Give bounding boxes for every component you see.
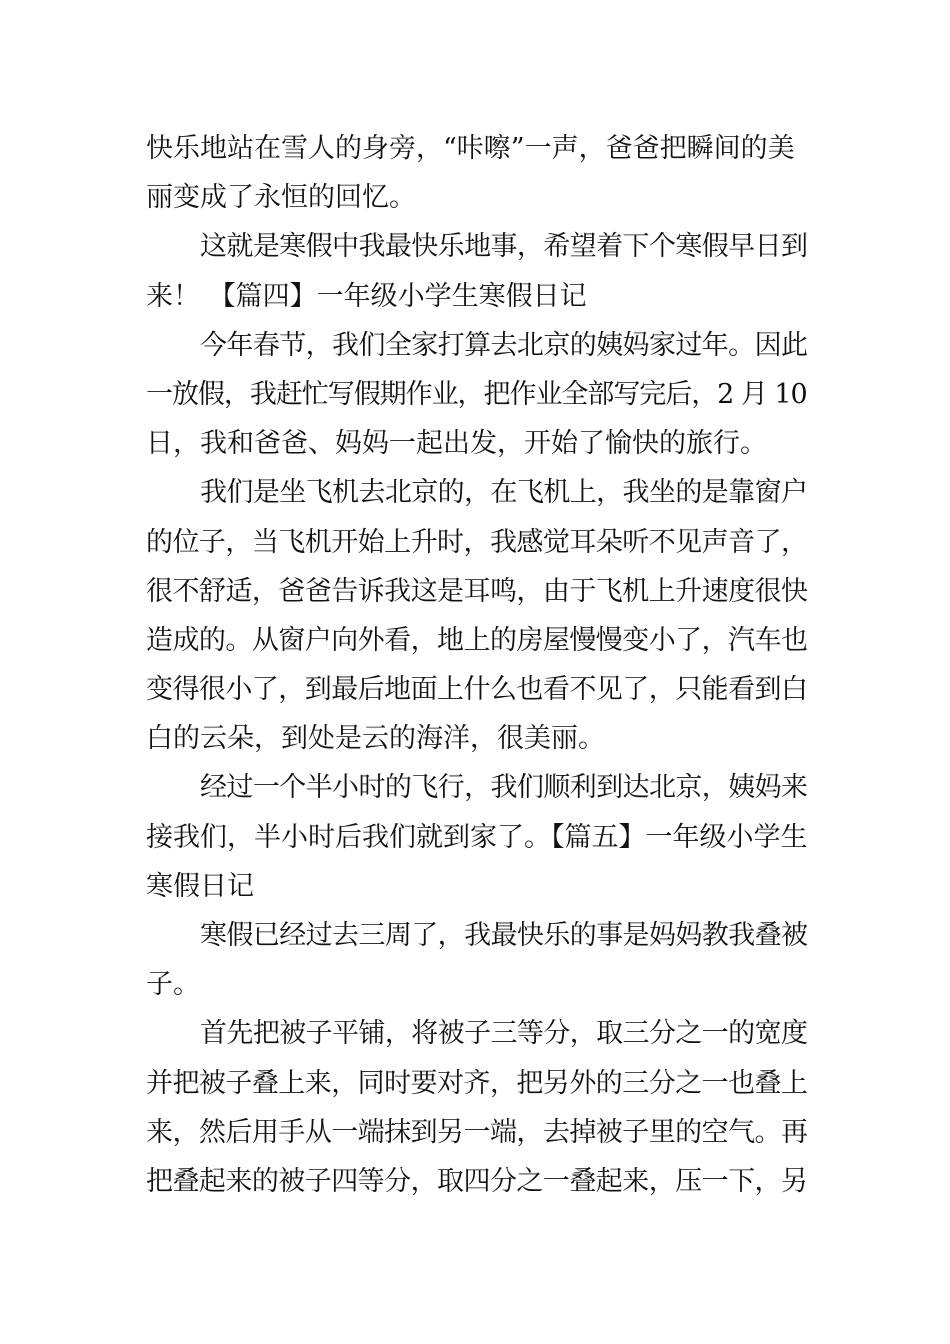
text-line: 寒假已经过去三周了，我最快乐的事是妈妈教我叠被 [200, 920, 808, 951]
document-body [146, 124, 808, 1206]
text-line: 把叠起来的被子四等分，取四分之一叠起来，压一下，另 [146, 1165, 808, 1197]
text-line: 经过一个半小时的飞行，我们顺利到达北京，姨妈来 [200, 772, 808, 804]
text-line: 的位子，当飞机开始上升时，我感觉耳朵听不见声音了， [146, 526, 808, 558]
text-line: 这就是寒假中我最快乐地事，希望着下个寒假早日到 [200, 231, 808, 263]
text-line: 一放假，我赶忙写假期作业，把作业全部写完后，2 月 10 [146, 378, 807, 410]
text-line: 寒假日记 [146, 870, 254, 902]
text-line: 白的云朵，到处是云的海洋，很美丽。 [146, 723, 605, 755]
text-line: 造成的。从窗户向外看，地上的房屋慢慢变小了，汽车也 [146, 624, 808, 656]
text-line: 变得很小了，到最后地面上什么也看不见了，只能看到白 [146, 674, 808, 706]
text-line: 日，我和爸爸、妈妈一起出发，开始了愉快的旅行。 [146, 428, 767, 460]
text-line: 来！ 【篇四】一年级小学生寒假日记 [146, 280, 587, 312]
text-line: 来，然后用手从一端抹到另一端，去掉被子里的空气。再 [146, 1116, 808, 1148]
text-line: 快乐地站在雪人的身旁，“咔嚓”一声，爸爸把瞬间的美 [146, 133, 795, 164]
text-line: 并把被子叠上来，同时要对齐，把另外的三分之一也叠上 [146, 1067, 808, 1099]
text-line: 今年春节，我们全家打算去北京的姨妈家过年。因此 [200, 329, 808, 361]
text-line: 丽变成了永恒的回忆。 [146, 182, 416, 214]
text-line: 子。 [146, 969, 200, 1001]
text-line: 很不舒适，爸爸告诉我这是耳鸣，由于飞机上升速度很快 [146, 575, 808, 607]
text-line: 首先把被子平铺，将被子三等分，取三分之一的宽度 [200, 1018, 808, 1050]
text-line: 接我们，半小时后我们就到家了。【篇五】一年级小学生 [146, 821, 808, 853]
text-line: 我们是坐飞机去北京的，在飞机上，我坐的是靠窗户 [200, 477, 808, 509]
